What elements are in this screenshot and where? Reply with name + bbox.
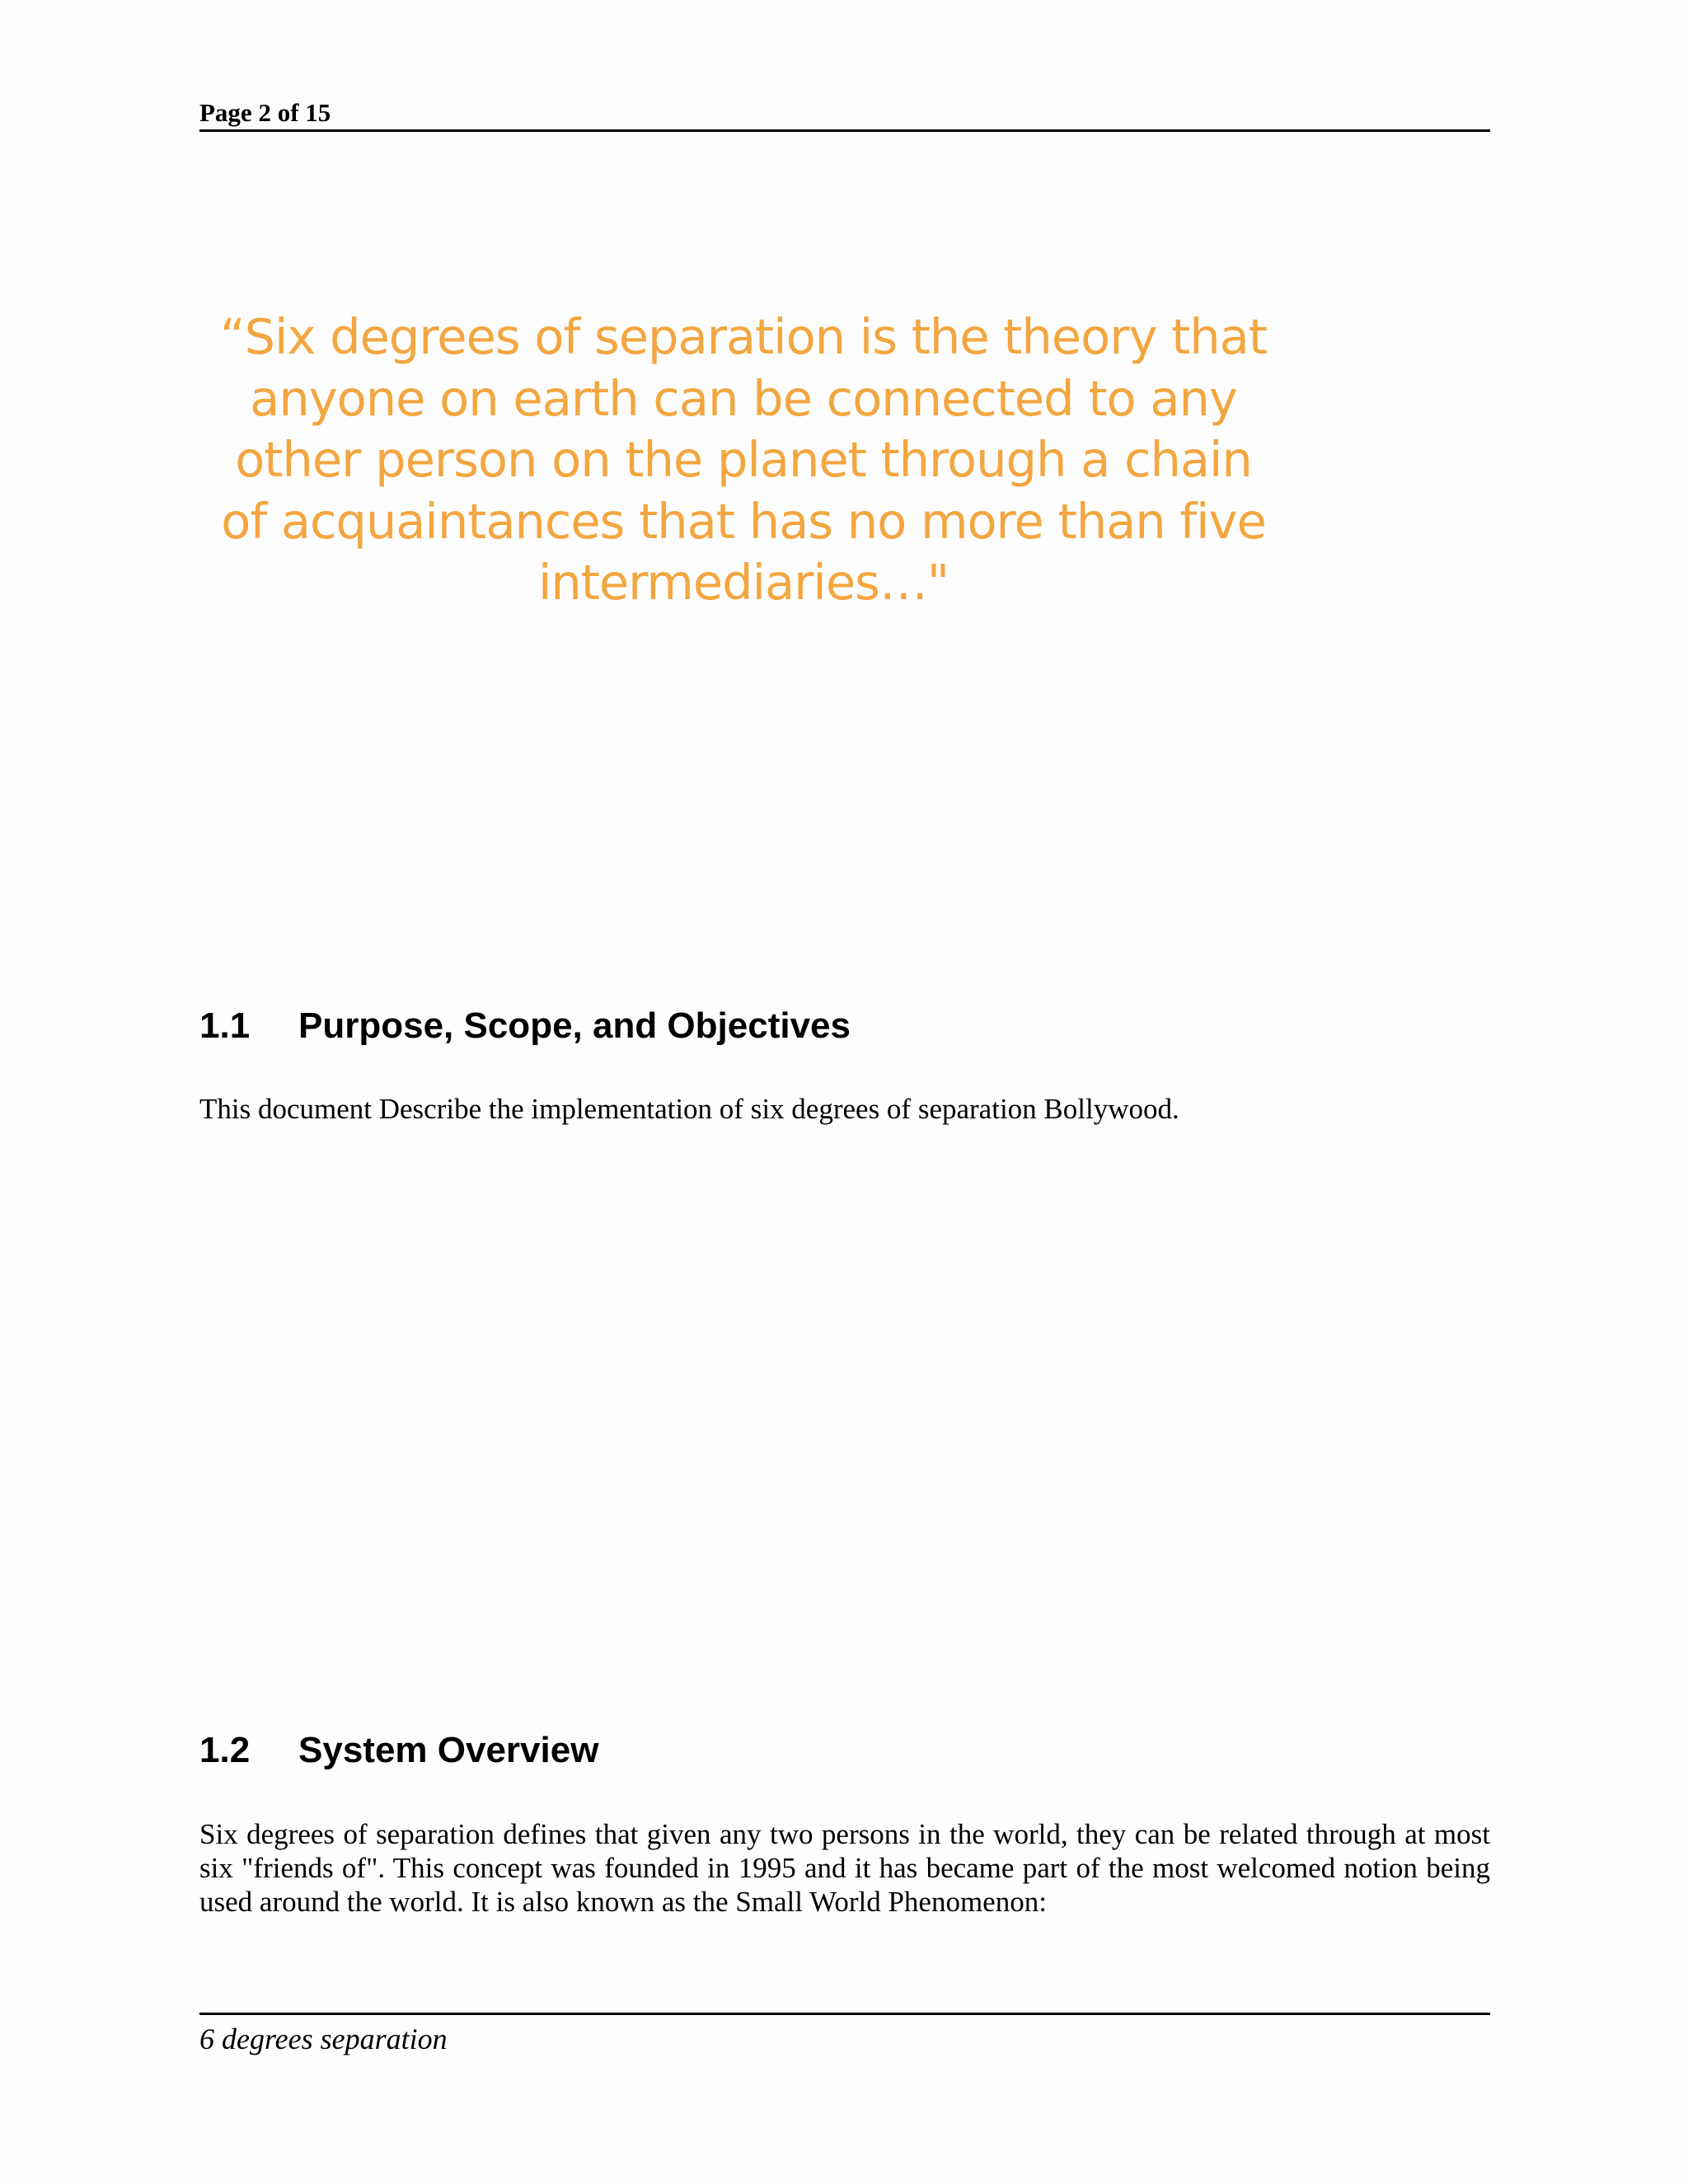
section-heading-system-overview [199,1729,598,1772]
page-number: Page 2 of 15 [199,98,331,127]
section-number: 1.2 [199,1730,251,1770]
quote-text: “Six degrees of separation is the theory that anyone on earth can be connected to any other person on the planet through a chain of acquaintances that has no more than five intermediaries…" [220,308,1267,611]
footer-text: 6 degrees separation [199,2022,448,2055]
page-footer [199,2013,1490,2055]
purpose-paragraph: This document Describe the implementation of six degrees of separation Bollywood. [199,1093,1179,1125]
section-title: Purpose, Scope, and Objectives [298,1005,851,1046]
page-header [199,97,1490,132]
section-heading-purpose [199,1005,851,1047]
quote-image [193,307,1294,628]
section-number: 1.1 [199,1005,251,1046]
system-overview-paragraph: Six degrees of separation defines that given any two persons in the world, they can be related through at most six "friends of". This concept was founded in 1995 and it has became part of the most welcomed notion being used around the world. It is also known as the Small World Phenomenon: [199,1818,1490,1918]
section-title: System Overview [298,1730,599,1770]
